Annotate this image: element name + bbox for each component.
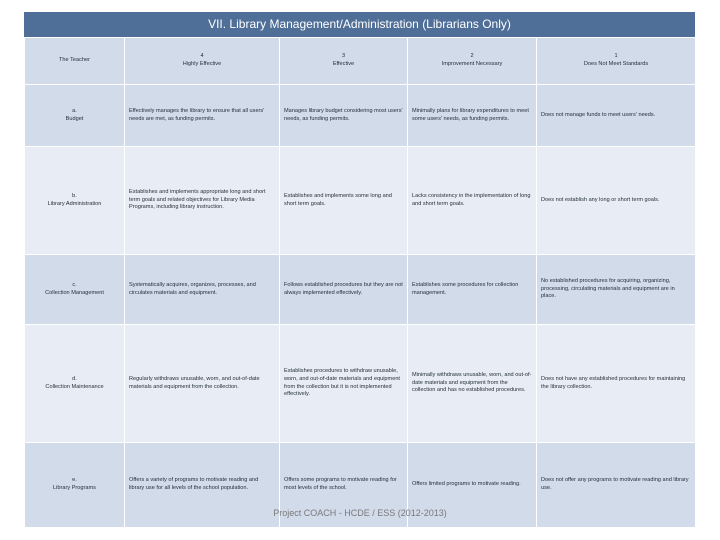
table-row: [25, 325, 696, 443]
table-cell: Minimally withdraws unusable, worn, and out-of-date materials and equipment from the collection and has no established procedures.: [408, 325, 537, 443]
table-row: [25, 255, 696, 325]
table-cell: Does not establish any long or short term goals.: [537, 147, 696, 255]
row-label: a. Budget: [25, 85, 125, 147]
level-header: 2 Improvement Necessary: [408, 38, 537, 85]
table-cell: Establishes and implements appropriate long and short term goals and related objectives for Library Media Programs, including library instruction.: [125, 147, 280, 255]
table-cell: Manages library budget considering most users' needs, as funding permits.: [280, 85, 408, 147]
table-cell: Follows established procedures but they are not always implemented effectively.: [280, 255, 408, 325]
table-cell: Establishes some procedures for collection management.: [408, 255, 537, 325]
table-cell: Does not offer any programs to motivate reading and library use.: [537, 443, 696, 528]
table-cell: Regularly withdraws unusable, worn, and out-of-date materials and equipment from the collection.: [125, 325, 280, 443]
table-cell: Does not manage funds to meet users' needs.: [537, 85, 696, 147]
header-row: [25, 38, 696, 85]
page-title: VII. Library Management/Administration (Librarians Only): [24, 12, 695, 37]
row-label: b. Library Administration: [25, 147, 125, 255]
row-label: d. Collection Maintenance: [25, 325, 125, 443]
table-cell: Offers limited programs to motivate reading.: [408, 443, 537, 528]
table-cell: Lacks consistency in the implementation of long and short term goals.: [408, 147, 537, 255]
level-header: 3 Effective: [280, 38, 408, 85]
table-cell: Establishes and implements some long and short term goals.: [280, 147, 408, 255]
rubric-table: [24, 37, 696, 528]
table-row: [25, 85, 696, 147]
level-header: 4 Highly Effective: [125, 38, 280, 85]
level-header: 1 Does Not Meet Standards: [537, 38, 696, 85]
table-cell: Systematically acquires, organizes, processes, and circulates materials and equipment.: [125, 255, 280, 325]
table-cell: Does not have any established procedures for maintaining the library collection.: [537, 325, 696, 443]
table-cell: Effectively manages the library to ensure that all users' needs are met, as funding permits.: [125, 85, 280, 147]
table-cell: Establishes procedures to withdraw unusable, worn, and out-of-date materials and equipment from the collection but it is not implemented effectively.: [280, 325, 408, 443]
footer-text: Project COACH - HCDE / ESS (2012-2013): [273, 508, 447, 518]
table-cell: Offers some programs to motivate reading for most levels of the school.: [280, 443, 408, 528]
row-label: c. Collection Management: [25, 255, 125, 325]
table-cell: Minimally plans for library expenditures to meet some users' needs, as funding permits.: [408, 85, 537, 147]
table-row: [25, 147, 696, 255]
table-cell: Offers a variety of programs to motivate reading and library use for all levels of the school population.: [125, 443, 280, 528]
row-label: e. Library Programs: [25, 443, 125, 528]
table-cell: No established procedures for acquiring, organizing, processing, circulating materials and equipment are in place.: [537, 255, 696, 325]
teacher-header: The Teacher: [25, 38, 125, 85]
